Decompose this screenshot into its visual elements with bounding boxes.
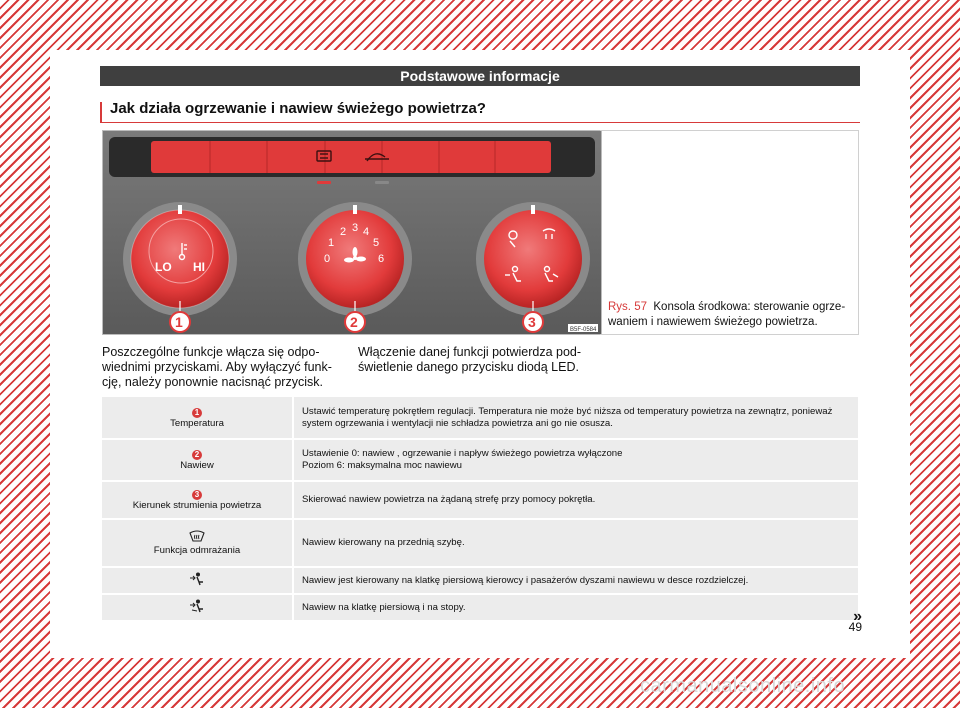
paragraph-1: Poszczególne funkcje włącza się odpowiednimi przyciskami. Aby wyłączyć funkcję, należy ponownie nacisnąć przycisk.	[102, 345, 332, 389]
table-row	[102, 567, 858, 594]
row-description	[293, 439, 858, 481]
table-row	[102, 481, 858, 519]
figure-code: B5F-0584	[570, 327, 597, 333]
knob2-level-5: 5	[373, 237, 380, 249]
knob2-level-6: 6	[378, 253, 385, 265]
table-row	[102, 594, 858, 621]
continued-marker: »	[853, 608, 862, 625]
table-row	[102, 397, 858, 439]
row-label: Kierunek strumienia powietrza	[132, 500, 262, 511]
caption-prefix: Rys. 57	[608, 301, 647, 313]
site-watermark: carmanualsonline.info	[640, 675, 846, 697]
knob2-level-0: 0	[324, 253, 331, 265]
knob1-lo-label: LO	[155, 260, 172, 274]
row-description: Nawiew na klatkę piersiową i na stopy.	[293, 594, 858, 621]
row-label-cell	[102, 567, 293, 594]
knob2-level-3: 3	[352, 222, 359, 234]
knob2-level-1: 1	[328, 237, 335, 249]
row-label-cell	[102, 519, 293, 567]
row-label: Nawiew	[180, 460, 214, 471]
section-title: Jak działa ogrzewanie i nawiew świeżego powietrza?	[110, 100, 486, 117]
row-description: Nawiew jest kierowany na klatkę piersiową kierowcy i pasażerów dyszami nawiewu w desce rozdzielczej.	[293, 567, 858, 594]
manual-page	[50, 50, 910, 658]
callout-2	[345, 312, 365, 332]
caption-box	[600, 130, 859, 335]
row-description-line1: Ustawienie 0: nawiew , ogrzewanie i napływ świeżego powietrza wyłączone	[302, 448, 623, 459]
vent-chest-icon	[189, 572, 205, 586]
functions-table	[102, 397, 858, 622]
chapter-header: Podstawowe informacje	[100, 66, 860, 86]
number-badge: 2	[192, 450, 202, 460]
row-label: Funkcja odmrażania	[153, 545, 241, 556]
table-row	[102, 519, 858, 567]
title-rule	[100, 122, 860, 123]
figure-caption	[608, 300, 852, 330]
table-row	[102, 439, 858, 481]
svg-text:3: 3	[528, 314, 536, 330]
number-badge: 3	[192, 490, 202, 500]
paragraph-2: Włączenie danej funkcji potwierdza podświetlenie danego przycisku diodą LED.	[358, 345, 582, 374]
row-description: Ustawić temperaturę pokrętłem regulacji. Temperatura nie może być niższa od temperatury powietrza na zewnątrz, ponieważ system ogrzewania i wentylacji nie schładza powietrza ani go nie osusza.	[293, 397, 858, 439]
row-description-line2: Poziom 6: maksymalna moc nawiewu	[302, 460, 462, 471]
title-accent-bar	[100, 102, 102, 122]
defrost-icon	[189, 530, 205, 542]
number-badge: 1	[192, 408, 202, 418]
knob2-level-4: 4	[363, 226, 370, 238]
row-label-cell	[102, 397, 293, 439]
knob2-level-2: 2	[340, 226, 347, 238]
row-label-cell	[102, 439, 293, 481]
callout-3	[523, 312, 543, 332]
page-number: 49	[848, 620, 862, 634]
row-label-cell	[102, 594, 293, 621]
row-description: Skierować nawiew powietrza na żądaną strefę przy pomocy pokrętła.	[293, 481, 858, 519]
console-figure	[102, 130, 602, 335]
row-label-cell	[102, 481, 293, 519]
knob1-hi-label: HI	[193, 260, 205, 274]
row-description: Nawiew kierowany na przednią szybę.	[293, 519, 858, 567]
svg-text:2: 2	[350, 314, 358, 330]
vent-chest-feet-icon	[189, 599, 205, 613]
row-label: Temperatura	[170, 417, 224, 429]
svg-text:1: 1	[175, 314, 183, 330]
callout-1	[170, 312, 190, 332]
caption-text: Konsola środkowa: sterowanie ogrzewaniem i nawiewem świeżego powietrza.	[608, 301, 846, 328]
console-illustration	[103, 131, 601, 334]
